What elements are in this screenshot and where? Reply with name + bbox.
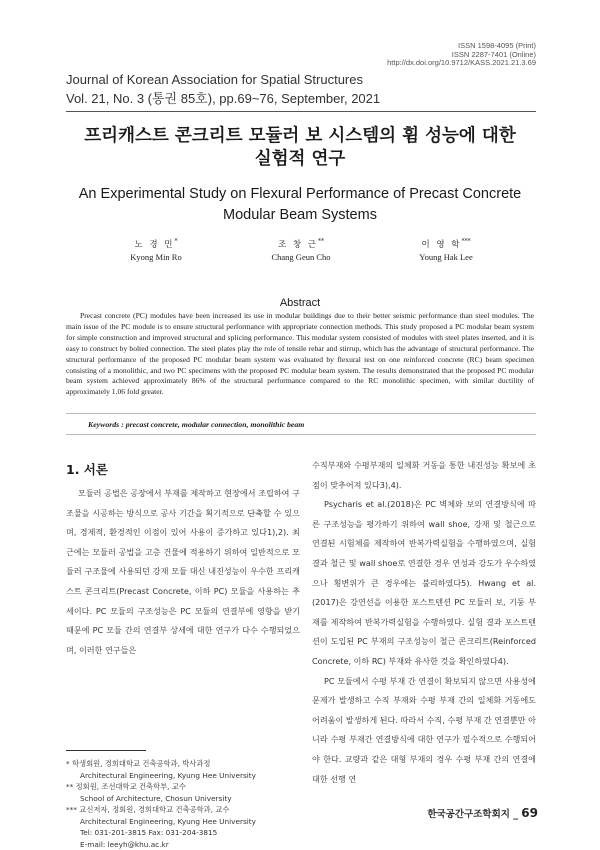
abstract-rule: [66, 413, 536, 414]
left-column: [66, 484, 300, 660]
title-en-line2: Modular Beam Systems: [60, 205, 540, 226]
footnote-3-affil: Architectural Engineering, Kyung Hee University: [66, 816, 300, 828]
author-2-mark: **: [318, 238, 324, 245]
author-2-ko: 조 창 근: [278, 240, 318, 250]
author-3-mark: ***: [462, 238, 471, 245]
footnote-3: *** 교신저자, 정회원, 경희대학교 건축공학과, 교수: [66, 804, 300, 816]
right-paragraph-2: PC 모듈에서 수평 부재 간 연결이 확보되지 않으면 사용성에 문제가 발생하고 수직 부재와 수평 부재 간의 일체화 거동에도 어려움이 발생하게 된다. 따라서 수직, 수평 부재 간 연결뿐만 아니라 수평 부재간 연결방식에 대한 연구가 필수적으로 수행되어야 한다. 교량과 같은 대형 부재의 경우 수평 부재 간의 연결에 대한 선행 연: [312, 672, 536, 790]
title-ko-line1: 프리캐스트 콘크리트 모듈러 보 시스템의 휨 성능에 대한: [60, 125, 540, 148]
header-rule: [66, 111, 536, 112]
issn-online: ISSN 2287-7401 (Online): [387, 51, 536, 60]
keywords-text: precast concrete, modular connection, monolithic beam: [126, 420, 305, 429]
journal-name: Journal of Korean Association for Spatial Structures: [66, 73, 363, 87]
footnote-email[interactable]: E-mail: leeyh@khu.ac.kr: [66, 839, 300, 850]
right-column: [312, 456, 536, 789]
section-1-heading: 1. 서론: [66, 460, 108, 478]
author-2-en: Chang Geun Cho: [221, 251, 381, 263]
author-3-ko: 이 영 학: [421, 240, 461, 250]
author-1: [76, 236, 236, 263]
author-1-ko: 노 경 민: [134, 240, 174, 250]
footnotes: [66, 758, 300, 850]
right-paragraph-0: 수직부재와 수평부재의 일체화 거동을 통한 내진성능 확보에 초점이 맞추어져 있다3),4).: [312, 456, 536, 495]
footnote-contact: Tel: 031-201-3815 Fax: 031-204-3815: [66, 827, 300, 839]
keywords-rule: [66, 434, 536, 435]
keywords-label: Keywords :: [88, 420, 124, 429]
footnote-1: * 학생회원, 경희대학교 건축공학과, 박사과정: [66, 758, 300, 770]
footnote-1-affil: Architectural Engineering, Kyung Hee University: [66, 770, 300, 782]
doi-link[interactable]: http://dx.doi.org/10.9712/KASS.2021.21.3.69: [387, 59, 536, 68]
abstract-text: Precast concrete (PC) modules have been increased its use in modular buildings due to their better seismic performance than steel modules. The main issue of the PC module is to ensure structural performance with appropriate connection methods. This study proposed a PC modular beam system for simple construction and improved structural and splicing performance. This modular system consisted of modules with steel plates inserted, and it is easy to construct by bolted connection. The steel plates play the role of tensile rebar and stirrup, which has the advantage of structural performance. The structural performance of the proposed PC modular beam system was evaluated by flexural test on one reinforced concrete (RC) beam specimen consisting of a monolithic, and two PC specimens with the proposed PC modular beam system. The results demonstrated that the proposed PC modular beam system achieved approximately 86% of the structural performance compared to the RC monolithic specimen, with similar ductility of approximately 1.06 fold greater.: [66, 311, 534, 398]
issn-block: [387, 42, 536, 68]
author-3-en: Young Hak Lee: [366, 251, 526, 263]
page-number: 69: [521, 806, 538, 820]
issn-print: ISSN 1598-4095 (Print): [387, 42, 536, 51]
title-en-line1: An Experimental Study on Flexural Performance of Precast Concrete: [60, 184, 540, 205]
keywords: [88, 420, 304, 429]
title-ko-line2: 실험적 연구: [60, 148, 540, 171]
left-paragraph-1: 모듈러 공법은 공장에서 부재를 제작하고 현장에서 조립하여 구조물을 시공하는 방식으로 공사 기간을 획기적으로 단축할 수 있으며, 경제적, 환경적인 이점이 있어 사용이 증가하고 있다1),2). 최근에는 모듈러 공법을 고층 건물에 적용하기 위하여 일반적으로 모듈러 구조물에 사용되던 강재 모듈 대신 내진성능이 우수한 프리캐스트 콘크리트(Precast Concrete, 이하 PC) 모듈을 사용하는 추세이다. PC 모듈의 구조성능은 PC 모듈의 연결부에 영향을 받기 때문에 PC 모듈 간의 연결부 상세에 대한 연구가 다수 수행되었으며, 이러한 연구들은: [66, 484, 300, 660]
author-1-mark: *: [175, 238, 178, 245]
author-1-en: Kyong Min Ro: [76, 251, 236, 263]
page-footer: [427, 806, 538, 820]
footnote-2: ** 정회원, 조선대학교 건축학부, 교수: [66, 781, 300, 793]
abstract-heading: Abstract: [60, 297, 540, 309]
footnote-rule: [66, 750, 146, 751]
footer-journal: 한국공간구조학회지 _: [427, 809, 518, 820]
volume-line: Vol. 21, No. 3 (통권 85호), pp.69~76, September, 2021: [66, 92, 380, 106]
author-2: [221, 236, 381, 263]
right-paragraph-1: Psycharis et al.(2018)은 PC 벽체와 보의 연결방식에 따른 구조성능을 평가하기 위하여 wall shoe, 강재 및 철근으로 연결된 시험체를 제작하여 반복가력실험을 수행하였으며, 실험 결과 철근 및 wall shoe로 연결한 경우 연성과 강도가 우수하였으나 횡변위가 큰 경우에는 불리하였다5). Hwang et al.(2017)은 강연선을 이용한 포스트텐션 PC 모듈러 보, 기둥 부재를 제작하여 반복가력실험을 수행하였다. 실험 결과 포스트텐션이 도입된 PC 부재의 구조성능이 철근 콘크리트(Reinforced Concrete, 이하 RC) 부재와 유사한 것을 확인하였다4).: [312, 495, 536, 671]
author-3: [366, 236, 526, 263]
footnote-2-affil: School of Architecture, Chosun University: [66, 793, 300, 805]
